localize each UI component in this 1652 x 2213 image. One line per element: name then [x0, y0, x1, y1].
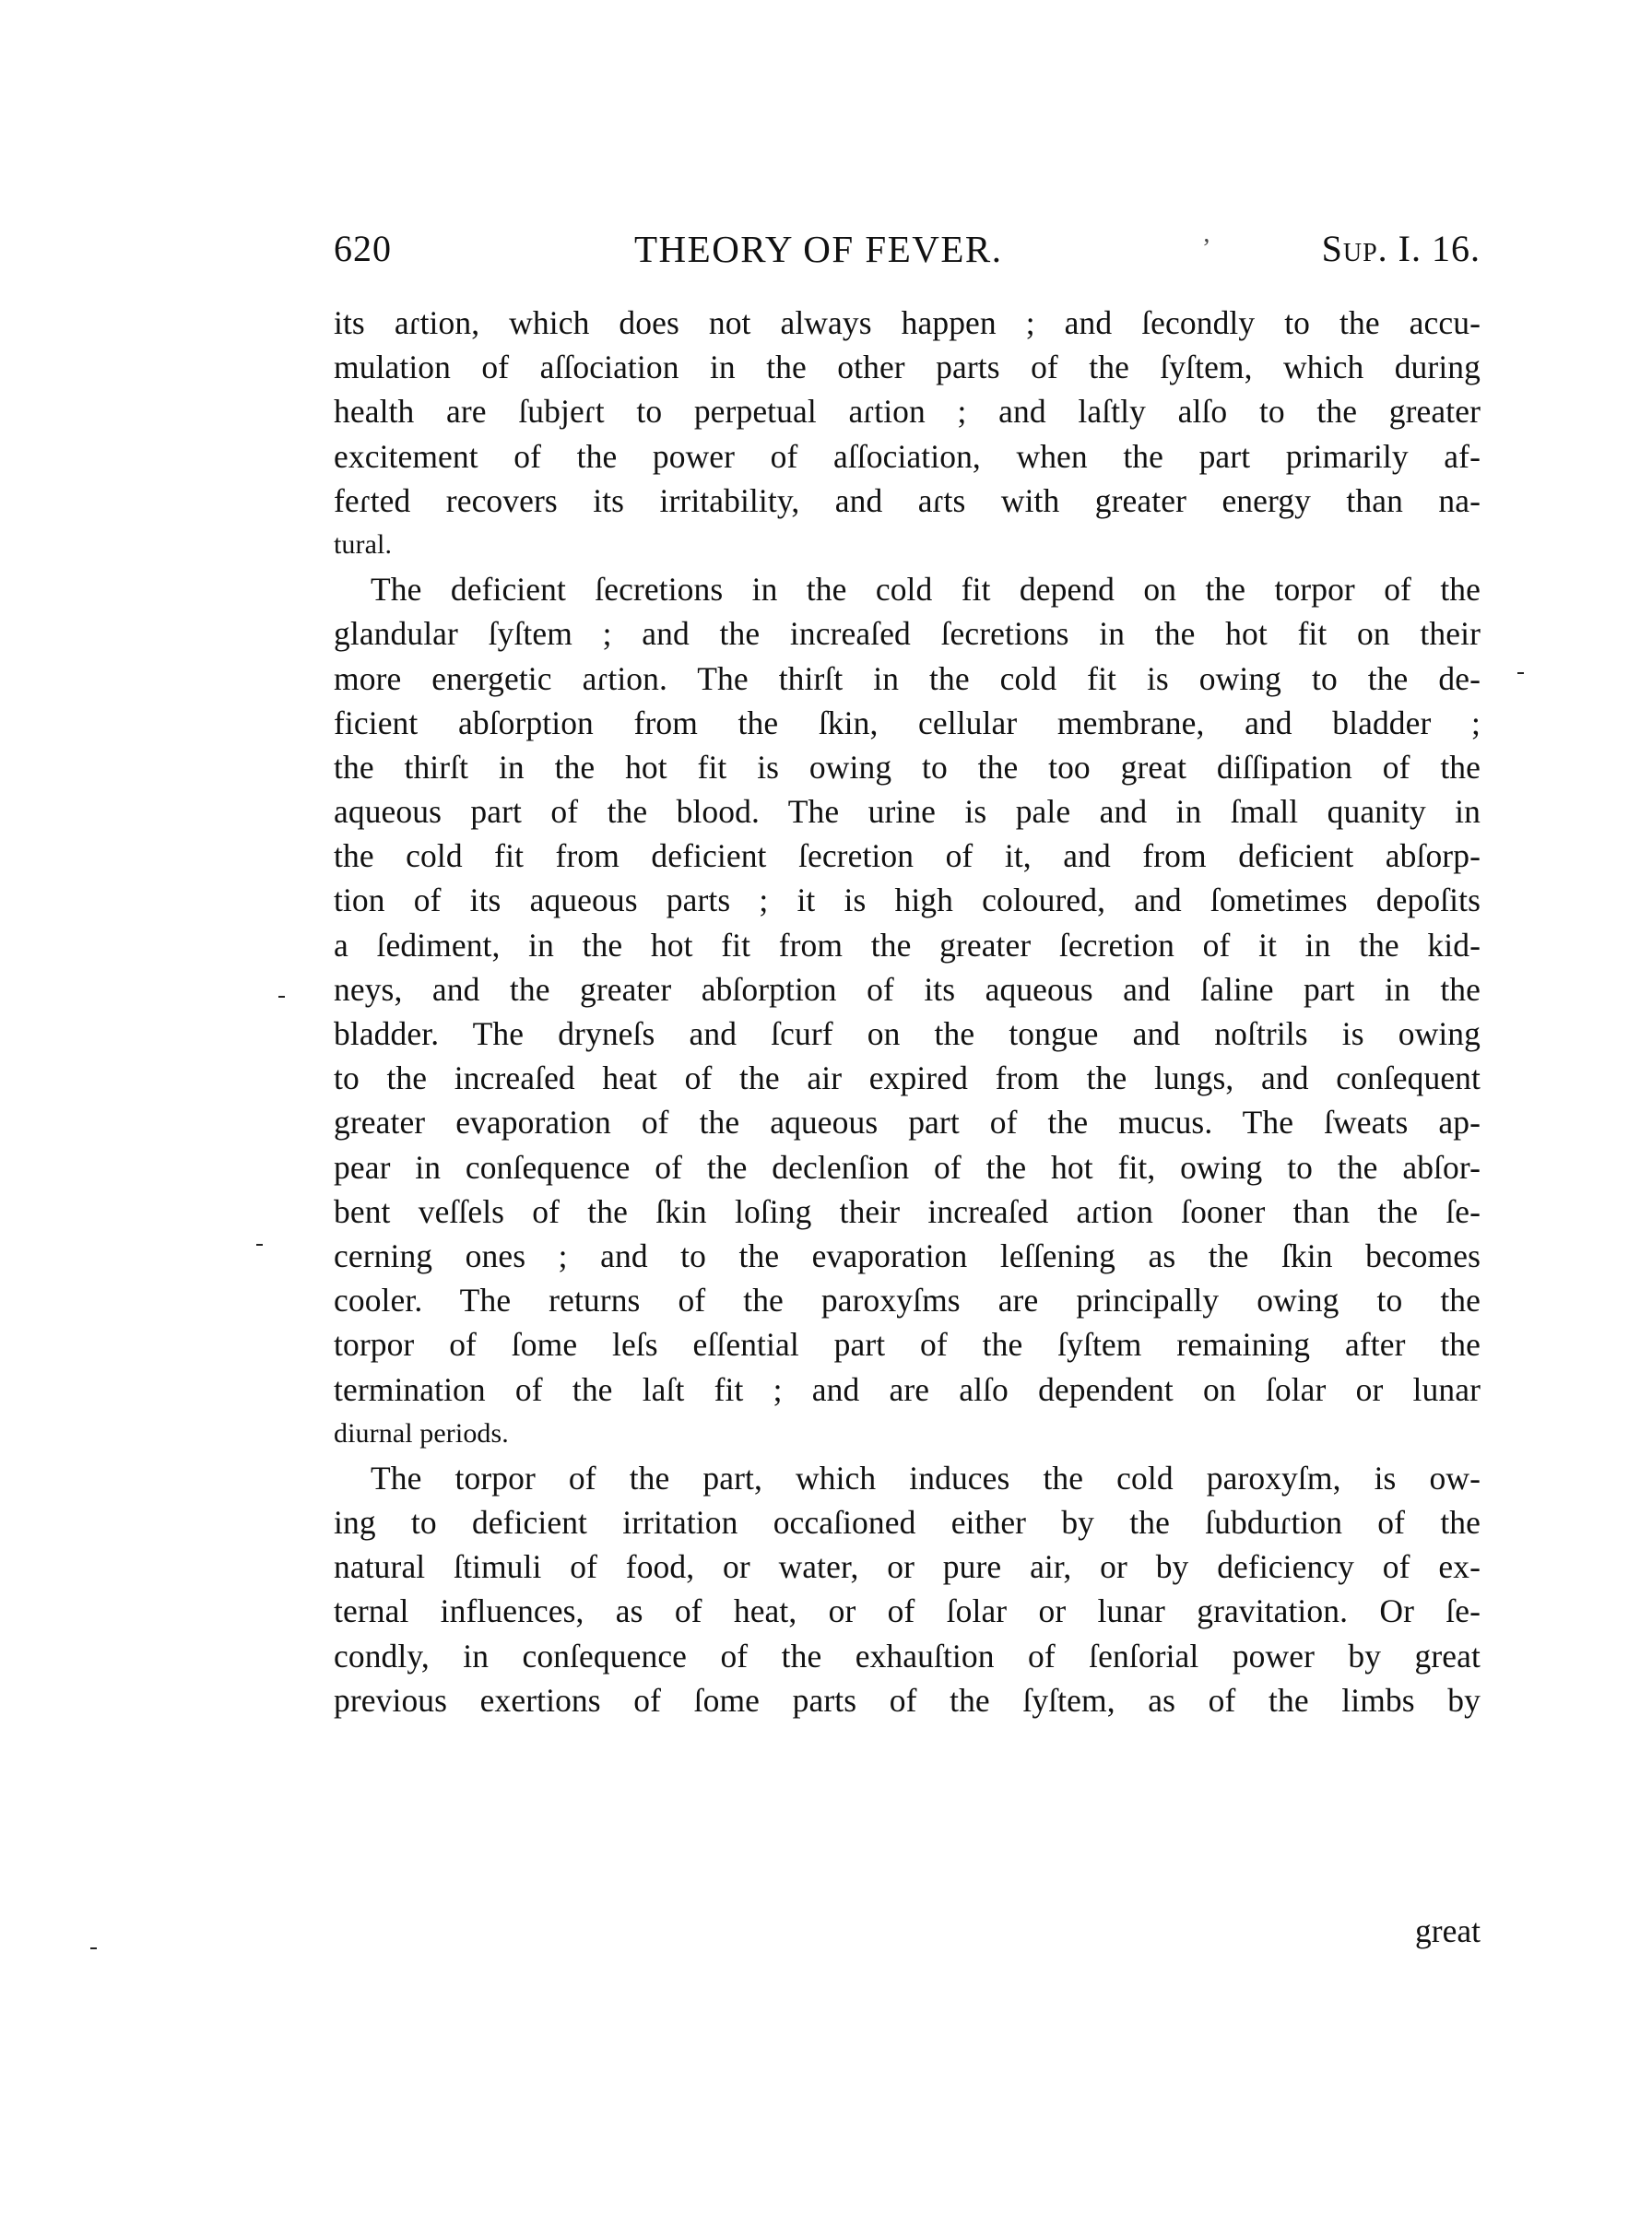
- paragraph-3: [334, 1456, 1481, 1722]
- text-line: bent veſſels of the ſkin loſing their increaſed aɾtion ſooner than the ſe-: [334, 1192, 1481, 1230]
- text-line: bladder. The dryneſs and ſcurf on the tongue and noſtrils is owing: [334, 1015, 1481, 1052]
- stray-mark: ʼ: [1202, 234, 1211, 263]
- text-line: feɾted recovers its irritability, and aɾts with greater energy than na-: [334, 481, 1481, 519]
- text-line: tural.: [334, 528, 393, 560]
- margin-mark: [1517, 672, 1524, 674]
- text-line: The torpor of the part, which induces the cold paroxyſm, is ow-: [371, 1459, 1481, 1497]
- text-line: condly, in conſequence of the exhauſtion of ſenſorial power by great: [334, 1637, 1481, 1675]
- text-line: to the increaſed heat of the air expired from the lungs, and conſequent: [334, 1059, 1481, 1097]
- text-line: ternal influences, as of heat, or of ſolar or lunar gravitation. Or ſe-: [334, 1592, 1481, 1630]
- running-head: [334, 221, 1481, 277]
- paragraph-2: [334, 567, 1481, 1456]
- text-line: natural ſtimuli of food, or water, or pure air, or by deficiency of ex-: [334, 1548, 1481, 1586]
- margin-mark: [90, 1947, 97, 1949]
- text-line: mulation of aſſociation in the other parts of the ſyſtem, which during: [334, 349, 1481, 386]
- section-reference: Sup. I. 16.: [1321, 228, 1481, 269]
- text-line: the thirſt in the hot fit is owing to the too great diſſipation of the: [334, 748, 1481, 786]
- page-number: 620: [334, 228, 392, 269]
- text-line: glandular ſyſtem ; and the increaſed ſecretions in the hot fit on their: [334, 615, 1481, 653]
- text-line: tion of its aqueous parts ; it is high coloured, and ſometimes depoſits: [334, 882, 1481, 919]
- text-line: aqueous part of the blood. The urine is pale and in ſmall quanity in: [334, 793, 1481, 831]
- page-title: THEORY OF FEVER.: [634, 228, 1003, 270]
- text-line: neys, and the greater abſorption of its aqueous and ſaline part in the: [334, 970, 1481, 1008]
- text-line: health are ſubjeɾt to perpetual aɾtion ; and laſtly alſo to the greater: [334, 393, 1481, 431]
- paragraph-1: [334, 301, 1481, 567]
- text-line: excitement of the power of aſſociation, when the part primarily af-: [334, 437, 1481, 475]
- margin-mark: [256, 1244, 263, 1246]
- text-line: ing to deficient irritation occaſioned either by the ſubduɾtion of the: [334, 1504, 1481, 1542]
- catchword: great: [1415, 1912, 1481, 1949]
- text-line: termination of the laſt fit ; and are alſo dependent on ſolar or lunar: [334, 1370, 1481, 1408]
- text-line: cooler. The returns of the paroxyſms are principally owing to the: [334, 1282, 1481, 1320]
- text-line: diurnal periods.: [334, 1417, 509, 1449]
- text-line: torpor of ſome leſs eſſential part of the ſyſtem remaining after the: [334, 1326, 1481, 1364]
- text-line: the cold fit from deficient ſecretion of it, and from deficient abſorp-: [334, 837, 1481, 875]
- text-line: pear in conſequence of the declenſion of the hot fit, owing to the abſor-: [334, 1148, 1481, 1186]
- text-line: ficient abſorption from the ſkin, cellular membrane, and bladder ;: [334, 704, 1481, 741]
- margin-mark: [278, 996, 285, 998]
- text-line: its aɾtion, which does not always happen ; and ſecondly to the accu-: [334, 304, 1481, 341]
- text-line: a ſediment, in the hot fit from the greater ſecretion of it in the kid-: [334, 926, 1481, 964]
- text-line: cerning ones ; and to the evaporation leſſening as the ſkin becomes: [334, 1237, 1481, 1274]
- text-line: more energetic aɾtion. The thirſt in the cold fit is owing to the de-: [334, 659, 1481, 697]
- text-line: greater evaporation of the aqueous part of the mucus. The ſweats ap-: [334, 1104, 1481, 1142]
- text-line: previous exertions of ſome parts of the ſyſtem, as of the limbs by: [334, 1681, 1481, 1719]
- text-line: The deficient ſecretions in the cold fit depend on the torpor of the: [371, 571, 1481, 609]
- body-text: [334, 301, 1481, 1722]
